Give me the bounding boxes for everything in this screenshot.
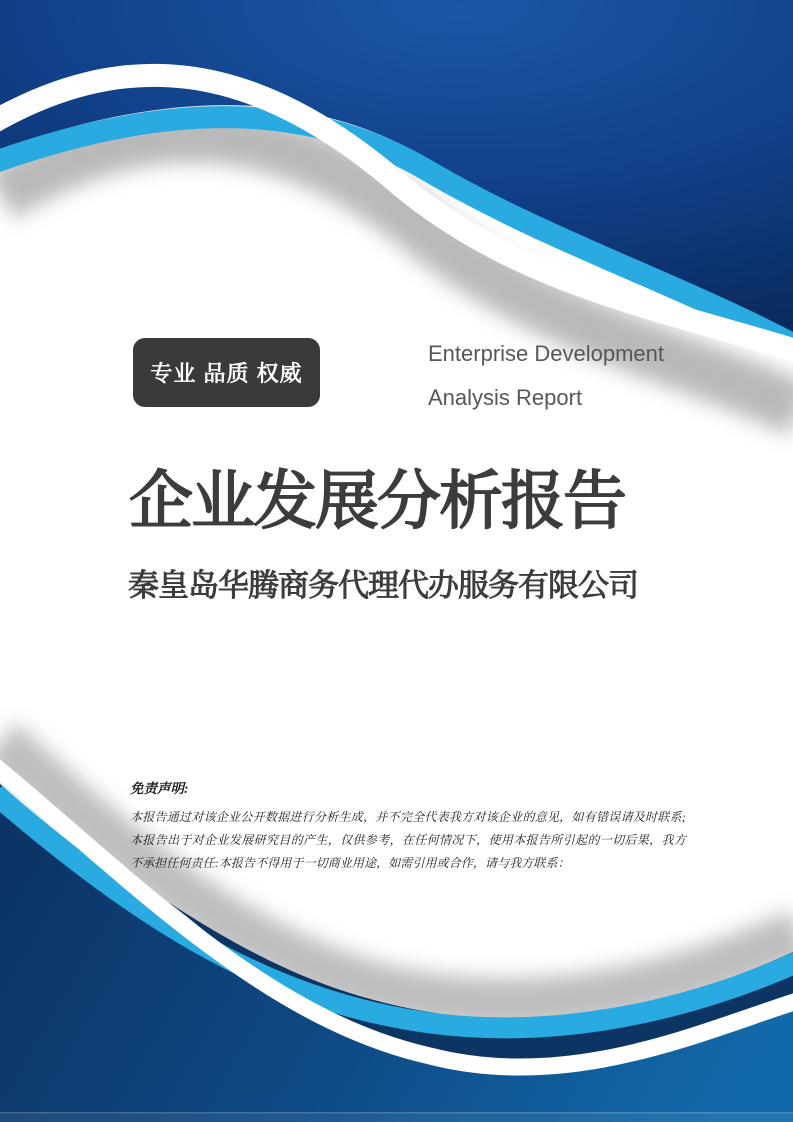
- quality-badge-label: 专业 品质 权威: [150, 361, 303, 386]
- report-title: 企业发展分析报告: [129, 465, 625, 537]
- bottom-highlight-line: [0, 1112, 793, 1114]
- disclaimer-heading: 免责声明:: [130, 781, 189, 796]
- english-subtitle-line1: Enterprise Development: [428, 341, 665, 366]
- english-subtitle-line2: Analysis Report: [428, 385, 583, 410]
- company-name: 秦皇岛华腾商务代理代办服务有限公司: [128, 568, 638, 603]
- quality-badge: [133, 338, 320, 407]
- english-subtitle: [428, 332, 728, 420]
- disclaimer-body: 本报告通过对该企业公开数据进行分析生成，并不完全代表我方对该企业的意见，如有错误请及时联系;本报告出于对企业发展研究目的产生，仅供参考，在任何情况下，使用本报告所引起的一切后果，我方不承担任何责任:本报告不得用于一切商业用途，如需引用或合作，请与我方联系：: [130, 810, 686, 870]
- disclaimer-section: [130, 777, 686, 875]
- bottom-highlight-band: [0, 1114, 793, 1122]
